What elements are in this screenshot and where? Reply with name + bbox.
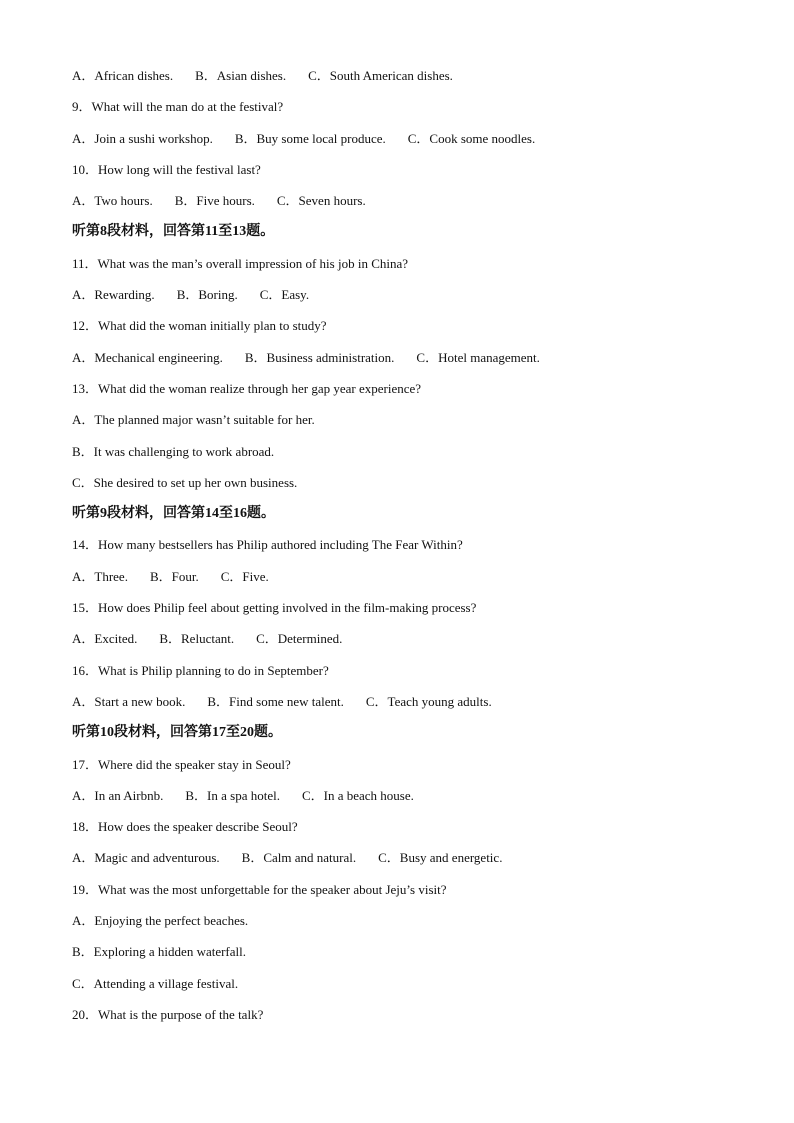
answer-option: C．Seven hours. (276, 193, 366, 209)
question-text: A．Enjoying the perfect beaches. (72, 913, 249, 929)
answer-option: C．In a beach house. (301, 787, 414, 803)
question-text: 11．What was the man’s overall impression of his job in China? (72, 255, 409, 271)
answer-options-row (72, 692, 732, 723)
answer-option: A．African dishes. (72, 68, 174, 83)
answer-option: A．Magic and adventurous. (72, 850, 220, 866)
answer-options-row (72, 567, 732, 598)
answer-option: A．Join a sushi workshop. (72, 130, 213, 146)
question-text: 12．What did the woman initially plan to study? (72, 318, 327, 334)
question-text: 10．How long will the festival last? (72, 161, 261, 177)
document-page (72, 66, 732, 1036)
question-text: 14．How many bestsellers has Philip authored including The Fear Within? (72, 537, 463, 553)
answer-option: A．Mechanical engineering. (72, 349, 223, 365)
question-text: 17．Where did the speaker stay in Seoul? (72, 756, 291, 772)
answer-option: C．Determined. (256, 631, 343, 647)
question-text: 18．How does the speaker describe Seoul? (72, 819, 298, 835)
question-text: B．It was challenging to work abroad. (72, 443, 275, 459)
answer-options-row (72, 629, 732, 660)
section-heading: 听第8段材料，回答第11至13题。 (72, 224, 275, 240)
answer-option: B．Find some new talent. (207, 693, 344, 709)
answer-option: C．Teach young adults. (365, 693, 492, 709)
question-text: B．Exploring a hidden waterfall. (72, 944, 247, 960)
answer-option: C．Easy. (259, 287, 310, 303)
answer-option: B．Five hours. (174, 193, 255, 209)
section-heading: 听第9段材料，回答第14至16题。 (72, 506, 275, 522)
question-text: 13．What did the woman realize through her gap year experience? (72, 380, 422, 396)
question-text: C．Attending a village festival. (72, 975, 239, 991)
answer-option: B．Four. (149, 568, 199, 584)
answer-options-row (72, 285, 732, 316)
answer-option: A．Start a new book. (72, 693, 186, 709)
question-text: C．She desired to set up her own business. (72, 474, 298, 490)
answer-option: B．In a spa hotel. (185, 787, 280, 803)
answer-option: C．Hotel management. (416, 349, 540, 365)
answer-options-row (72, 348, 732, 379)
answer-option: C．Busy and energetic. (378, 850, 503, 866)
answer-option: A．Rewarding. (72, 287, 155, 303)
answer-option: A．Three. (72, 568, 128, 584)
answer-options-row (72, 129, 732, 160)
answer-options-row (72, 191, 732, 222)
answer-option: C．Cook some noodles. (407, 130, 536, 146)
section-heading: 听第10段材料，回答第17至20题。 (72, 725, 282, 741)
answer-options-row (72, 786, 732, 817)
question-text: 20．What is the purpose of the talk? (72, 1006, 264, 1022)
answer-options-row (72, 848, 732, 879)
answer-option: B．Buy some local produce. (234, 130, 386, 146)
answer-option: B．Calm and natural. (241, 850, 357, 866)
answer-option: B．Business administration. (244, 349, 395, 365)
answer-option: B．Asian dishes. (195, 68, 287, 83)
question-text: 16．What is Philip planning to do in September? (72, 662, 329, 678)
answer-option: A．In an Airbnb. (72, 787, 164, 803)
answer-option: A．Two hours. (72, 193, 153, 209)
question-text: 19．What was the most unforgettable for the speaker about Jeju’s visit? (72, 881, 447, 897)
answer-option: B．Reluctant. (159, 631, 235, 647)
answer-option: B．Boring. (176, 287, 238, 303)
question-text: 9．What will the man do at the festival? (72, 99, 284, 115)
answer-option: A．Excited. (72, 631, 138, 647)
answer-option: C．Five. (220, 568, 269, 584)
question-text: 15．How does Philip feel about getting involved in the film-making process? (72, 600, 477, 616)
answer-options-row (72, 66, 732, 97)
question-text: A．The planned major wasn’t suitable for her. (72, 412, 315, 428)
answer-option: C．South American dishes. (308, 68, 453, 83)
